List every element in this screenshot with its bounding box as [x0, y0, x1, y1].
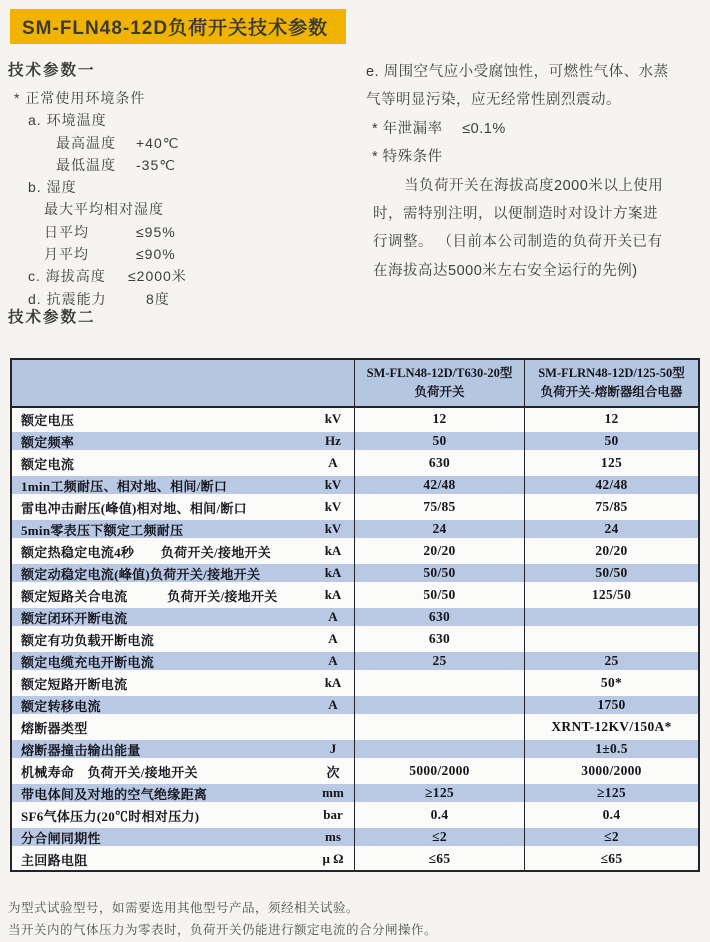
param-name: 额定电流 — [21, 456, 75, 472]
value-product-2: 25 — [604, 653, 619, 668]
list-item: a. 环境温度 — [28, 112, 107, 129]
param-name: 额定热稳定电流4秒 负荷开关/接地开关 — [21, 544, 272, 560]
section-params-1 — [8, 58, 360, 310]
product-2-type: 负荷开关-熔断器组合电器 — [540, 385, 683, 399]
item-value: ≤90% — [136, 246, 176, 263]
param-name: 额定短路关合电流 负荷开关/接地开关 — [21, 588, 278, 604]
table-row — [12, 496, 698, 518]
paragraph-line: 时，需特别注明，以便制造时对设计方案进 — [373, 206, 658, 223]
item-value: ≤95% — [136, 223, 176, 240]
item-label: 最低温度 — [56, 156, 116, 173]
value-product-2: ≤2 — [604, 829, 619, 844]
param-name: 额定短路开断电流 — [21, 676, 128, 692]
table-row — [12, 848, 698, 870]
table-row — [12, 760, 698, 782]
header-product-2 — [524, 360, 698, 406]
value-product-1: 630 — [428, 609, 451, 624]
footnote-line: 当开关内的气体压力为零表时，负荷开关仍能进行额定电流的合分闸操作。 — [8, 923, 438, 937]
header-empty-cell — [12, 360, 354, 406]
value-product-2: 3000/2000 — [581, 763, 642, 778]
param-unit: kA — [324, 587, 342, 602]
item-label: 日平均 — [44, 223, 89, 240]
param-name: 额定动稳定电流(峰值)负荷开关/接地开关 — [21, 566, 261, 582]
value-product-2: ≥125 — [597, 785, 626, 800]
param-name: 熔断器类型 — [21, 720, 88, 736]
param-unit: mm — [322, 785, 344, 800]
list-item: * 正常使用环境条件 — [14, 90, 146, 106]
list-item — [8, 265, 360, 287]
param-name: 额定电压 — [21, 412, 75, 428]
value-product-1: 24 — [432, 521, 447, 536]
value-product-1: 12 — [432, 411, 447, 426]
param-unit: μ Ω — [322, 851, 344, 866]
param-unit: A — [328, 697, 338, 712]
value-product-2: 24 — [604, 521, 619, 536]
table-header-row — [12, 360, 698, 408]
param-name: 主回路电阻 — [21, 852, 88, 868]
table-row — [12, 628, 698, 650]
param-name: 1min工频耐压、相对地、相间/断口 — [21, 478, 228, 494]
param-unit: kA — [324, 543, 342, 558]
value-product-2: 50/50 — [595, 565, 628, 580]
page-title: SM-FLN48-12D负荷开关技术参数 — [10, 9, 346, 44]
paragraph-line: * 年泄漏率 ≤0.1% — [372, 120, 506, 137]
value-product-1: ≤2 — [432, 829, 447, 844]
param-unit: A — [328, 631, 338, 646]
param-unit: kA — [324, 675, 342, 690]
table-row — [12, 804, 698, 826]
table-row — [12, 738, 698, 760]
footnotes — [8, 897, 708, 941]
value-product-2: ≤65 — [600, 851, 623, 866]
param-unit: kA — [324, 565, 342, 580]
value-product-1: 5000/2000 — [409, 763, 470, 778]
table-row — [12, 474, 698, 496]
table-row — [12, 452, 698, 474]
param-name: 额定有功负载开断电流 — [21, 632, 155, 648]
item-label: 月平均 — [44, 246, 89, 263]
param-name: 熔断器撞击输出能量 — [21, 742, 141, 758]
param-name: 雷电冲击耐压(峰值)相对地、相间/断口 — [21, 500, 247, 516]
param-name: 5min零表压下额定工频耐压 — [21, 522, 184, 538]
list-item — [8, 132, 360, 154]
value-product-1: 25 — [432, 653, 447, 668]
item-value: ≤2000米 — [128, 268, 187, 285]
param-unit: Hz — [325, 433, 341, 448]
param-name: 带电体间及对地的空气绝缘距离 — [21, 786, 208, 802]
param-name: 额定转移电流 — [21, 698, 101, 714]
section-params-1-continued — [366, 58, 704, 285]
paragraph-line: 气等明显污染，应无经常性剧烈震动。 — [366, 92, 621, 109]
item-value: +40℃ — [136, 134, 180, 151]
item-label: 最高温度 — [56, 134, 116, 151]
value-product-1: 0.4 — [430, 807, 449, 822]
param-unit: bar — [323, 807, 343, 822]
value-product-2: 50* — [600, 675, 623, 690]
value-product-2: 0.4 — [602, 807, 621, 822]
value-product-2: 42/48 — [595, 477, 628, 492]
item-value: 8度 — [146, 290, 170, 307]
param-name: 分合闸同期性 — [21, 830, 101, 846]
spec-table — [10, 358, 700, 872]
list-item — [8, 221, 360, 243]
value-product-2: 1750 — [597, 697, 626, 712]
value-product-2: 12 — [604, 411, 619, 426]
param-unit: kV — [324, 477, 342, 492]
normal-conditions-list — [8, 87, 360, 310]
list-item — [8, 154, 360, 176]
table-row — [12, 584, 698, 606]
table-row — [12, 716, 698, 738]
section-1-heading: 技术参数一 — [8, 62, 96, 79]
param-unit: ms — [325, 829, 341, 844]
param-unit: A — [328, 609, 338, 624]
value-product-2: 75/85 — [595, 499, 628, 514]
header-product-1 — [354, 360, 524, 406]
paragraph-line: e. 周围空气应小受腐蚀性，可燃性气体、水蒸 — [366, 64, 669, 80]
param-name: 额定电缆充电开断电流 — [21, 654, 155, 670]
table-row — [12, 782, 698, 804]
table-row — [12, 826, 698, 848]
paragraph-line: * 特殊条件 — [372, 149, 443, 166]
item-label: c. 海拔高度 — [28, 268, 106, 285]
list-item: b. 湿度 — [28, 179, 77, 196]
value-product-1: ≤65 — [428, 851, 451, 866]
value-product-1: 630 — [428, 631, 451, 646]
value-product-2: 50 — [604, 433, 619, 448]
section-2-heading: 技术参数二 — [8, 309, 96, 326]
value-product-1: 50/50 — [423, 565, 456, 580]
value-product-2: 20/20 — [595, 543, 628, 558]
product-1-type: 负荷开关 — [414, 385, 465, 399]
param-unit: 次 — [326, 764, 340, 780]
value-product-1: ≥125 — [425, 785, 454, 800]
value-product-2: 125 — [600, 455, 623, 470]
value-product-1: 50/50 — [423, 587, 456, 602]
value-product-2: XRNT-12KV/150A* — [551, 719, 672, 734]
footnote-line: 为型式试验型号，如需要选用其他型号产品，须经相关试验。 — [8, 901, 360, 915]
value-product-2: 125/50 — [591, 587, 632, 602]
table-row — [12, 540, 698, 562]
table-row — [12, 606, 698, 628]
item-label: d. 抗震能力 — [28, 290, 107, 307]
value-product-1: 630 — [428, 455, 451, 470]
item-value: -35℃ — [136, 156, 176, 173]
table-row — [12, 562, 698, 584]
value-product-1: 20/20 — [423, 543, 456, 558]
value-product-1: 50 — [432, 433, 447, 448]
value-product-1: 42/48 — [423, 477, 456, 492]
param-name: SF6气体压力(20℃时相对压力) — [21, 808, 200, 824]
param-unit: kV — [324, 411, 342, 426]
paragraph-line: 当负荷开关在海拔高度2000米以上使用 — [404, 177, 664, 194]
table-row — [12, 694, 698, 716]
product-1-model: SM-FLN48-12D/T630-20型 — [366, 365, 513, 380]
paragraph-line: 行调整。 （目前本公司制造的负荷开关已有 — [373, 234, 663, 251]
param-name: 机械寿命 负荷开关/接地开关 — [21, 764, 198, 780]
param-unit: A — [328, 455, 338, 470]
paragraph-line: 在海拔高达5000米左右安全运行的先例) — [373, 262, 638, 279]
param-unit: kV — [324, 499, 342, 514]
list-item: 最大平均相对湿度 — [44, 201, 164, 218]
value-product-2: 1±0.5 — [595, 741, 628, 756]
table-row — [12, 430, 698, 452]
param-unit: kV — [324, 521, 342, 536]
table-row — [12, 518, 698, 540]
param-name: 额定频率 — [21, 434, 75, 450]
param-name: 额定闭环开断电流 — [21, 610, 128, 626]
param-unit: J — [329, 741, 337, 756]
table-row — [12, 650, 698, 672]
list-item — [8, 243, 360, 265]
product-2-model: SM-FLRN48-12D/125-50型 — [538, 365, 685, 380]
table-row — [12, 672, 698, 694]
table-row — [12, 408, 698, 430]
param-unit: A — [328, 653, 338, 668]
value-product-1: 75/85 — [423, 499, 456, 514]
